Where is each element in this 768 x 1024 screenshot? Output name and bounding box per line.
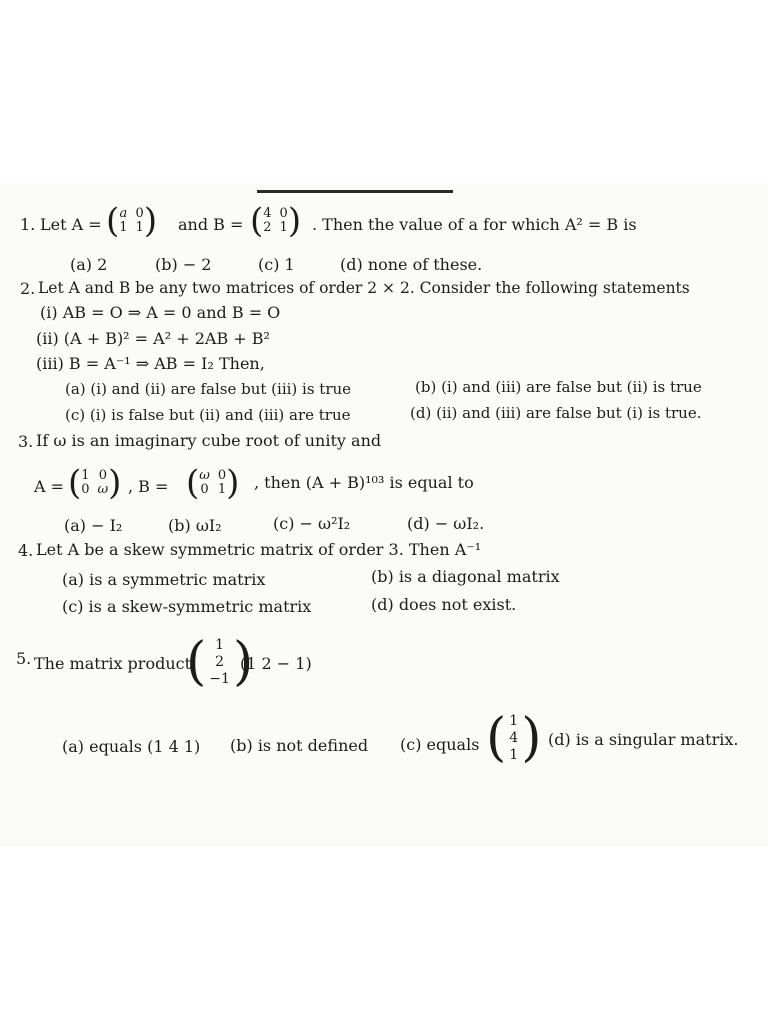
matrix-cell: 0 [98,468,107,483]
q4-option-a: (a) is a symmetric matrix [62,570,266,589]
matrix-cell: 1 [279,220,288,235]
q5-row-vector: (1 2 − 1) [240,654,312,673]
matrix-cell: 1 [81,468,90,483]
q4-option-c: (c) is a skew-symmetric matrix [62,597,312,616]
q3-matrix-a: ( 1 0 0 ω ) [68,463,122,503]
matrix-cell: a [119,206,128,221]
q5-option-c: (c) equals [400,735,480,754]
vector-cell: 1 [215,636,225,653]
q5-number: 5. [16,649,32,668]
q1-option-d: (d) none of these. [340,255,483,274]
q5-option-a: (a) equals (1 4 1) [62,737,201,756]
q4-number: 4. [18,541,34,560]
vector-cell: 2 [215,653,225,670]
q2-number: 2. [20,279,36,298]
q3-tail: , then (A + B)¹⁰³ is equal to [254,473,474,492]
matrix-cell: ω [199,468,210,483]
vector-cell: 4 [509,729,519,746]
q1-lead: Let A = [40,215,102,234]
q2-option-a: (a) (i) and (ii) are false but (iii) is true [65,380,352,398]
q4-option-b: (b) is a diagonal matrix [371,567,560,586]
vector-cell: 1 [509,712,519,729]
matrix-cell: 0 [81,482,90,497]
q5-column-vector: ( 1 2 −1 ) [186,632,254,692]
q2-stem: Let A and B be any two matrices of order 2 × 2. Consider the following statements [38,279,690,297]
q3-option-b: (b) ωI₂ [168,516,222,535]
q5-stem: The matrix product [34,654,192,673]
q5-option-d: (d) is a singular matrix. [548,730,739,749]
q1-option-b: (b) − 2 [155,255,212,274]
q2-statement-i: (i) AB = O ⇒ A = 0 and B = O [40,303,281,322]
q3-mid: , B = [128,477,169,496]
matrix-cell: ω [97,482,109,497]
matrix-cell: 0 [200,482,209,497]
q5-option-c-vector: ( 1 4 1 ) [486,708,542,768]
matrix-cell: 0 [217,468,227,483]
q4-stem: Let A be a skew symmetric matrix of order 3. Then A⁻¹ [36,540,482,559]
matrix-cell: 2 [263,220,272,235]
q2-option-d: (d) (ii) and (iii) are false but (i) is true. [410,404,702,422]
q2-option-c: (c) (i) is false but (ii) and (iii) are true [65,406,351,424]
q2-option-b: (b) (i) and (iii) are false but (ii) is true [415,378,702,396]
matrix-cell: 4 [263,206,272,221]
vector-cell: 1 [509,746,519,763]
matrix-cell: 0 [279,206,288,221]
q2-statement-iii: (iii) B = A⁻¹ ⇒ AB = I₂ Then, [36,354,265,373]
q1-option-c: (c) 1 [258,255,295,274]
q1-matrix-b: ( 4 0 2 1 ) [250,201,302,241]
q1-option-a: (a) 2 [70,255,108,274]
q5-option-b: (b) is not defined [230,736,369,755]
q1-tail: . Then the value of a for which A² = B is [312,215,637,234]
q3-matrix-b: ( ω 0 0 1 ) [186,463,240,503]
matrix-cell: 0 [135,206,144,221]
q1-matrix-a: ( a 0 1 1 ) [106,201,158,241]
q3-option-c: (c) − ω²I₂ [273,514,351,533]
q3-option-a: (a) − I₂ [64,516,123,535]
q3-stem: If ω is an imaginary cube root of unity and [36,431,382,450]
q3-option-d: (d) − ωI₂. [407,514,485,533]
q1-number: 1. [20,215,36,234]
matrix-cell: 1 [217,482,227,497]
matrix-cell: 1 [119,220,128,235]
q3-number: 3. [18,432,34,451]
q4-option-d: (d) does not exist. [371,595,517,614]
header-rule [257,190,453,193]
vector-cell: −1 [209,670,230,687]
matrix-cell: 1 [135,220,144,235]
q1-mid: and B = [178,215,244,234]
q2-statement-ii: (ii) (A + B)² = A² + 2AB + B² [36,329,270,348]
q3-lead: A = [34,477,65,496]
